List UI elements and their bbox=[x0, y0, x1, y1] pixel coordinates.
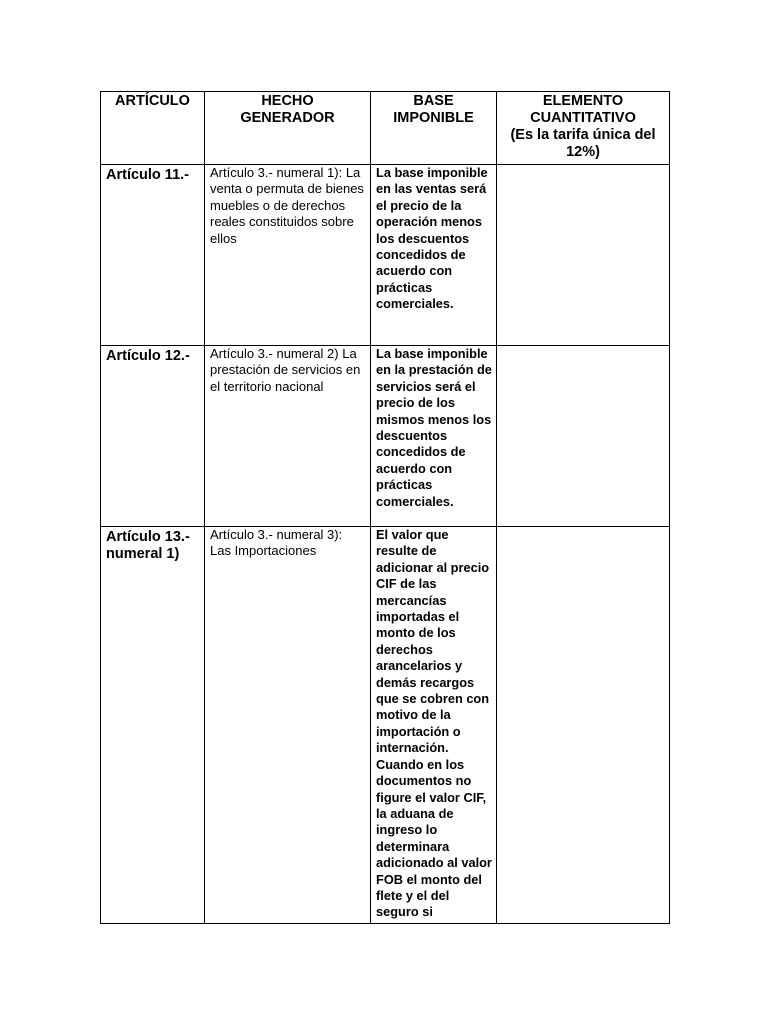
cell-hecho-generador: Artículo 3.- numeral 2) La prestación de servicios en el territorio nacional bbox=[205, 346, 371, 527]
cell-elemento-cuantitativo bbox=[497, 165, 670, 346]
header-elemento-cuantitativo: ELEMENTO CUANTITATIVO (Es la tarifa única del 12%) bbox=[497, 92, 670, 165]
cell-base-imponible: La base imponible en la prestación de servicios será el precio de los mismos menos los descuentos concedidos de acuerdo con prácticas comerciales. bbox=[371, 346, 497, 527]
cell-base-imponible: La base imponible en las ventas será el precio de la operación menos los descuentos concedidos de acuerdo con prácticas comerciales. bbox=[371, 165, 497, 346]
cell-articulo: Artículo 11.- bbox=[101, 165, 205, 346]
cell-elemento-cuantitativo bbox=[497, 346, 670, 527]
cell-base-imponible: El valor que resulte de adicionar al precio CIF de las mercancías importadas el monto de los derechos arancelarios y demás recargos que se cobren con motivo de la importación o internación. Cuando en los documentos no figure el valor CIF, la aduana de ingreso lo determinara adicionado al valor FOB el monto del flete y el del seguro si bbox=[371, 527, 497, 924]
table-header-row bbox=[101, 92, 670, 165]
header-hecho-generador: HECHO GENERADOR bbox=[205, 92, 371, 165]
cell-articulo: Artículo 12.- bbox=[101, 346, 205, 527]
tax-table-container bbox=[100, 91, 669, 924]
table-row bbox=[101, 165, 670, 346]
header-articulo: ARTÍCULO bbox=[101, 92, 205, 165]
cell-hecho-generador: Artículo 3.- numeral 3): Las Importaciones bbox=[205, 527, 371, 924]
table-row bbox=[101, 346, 670, 527]
cell-elemento-cuantitativo bbox=[497, 527, 670, 924]
table-row bbox=[101, 527, 670, 924]
tax-elements-table bbox=[100, 91, 670, 924]
header-base-imponible: BASE IMPONIBLE bbox=[371, 92, 497, 165]
cell-articulo: Artículo 13.- numeral 1) bbox=[101, 527, 205, 924]
cell-hecho-generador: Artículo 3.- numeral 1): La venta o permuta de bienes muebles o de derechos reales constituidos sobre ellos bbox=[205, 165, 371, 346]
